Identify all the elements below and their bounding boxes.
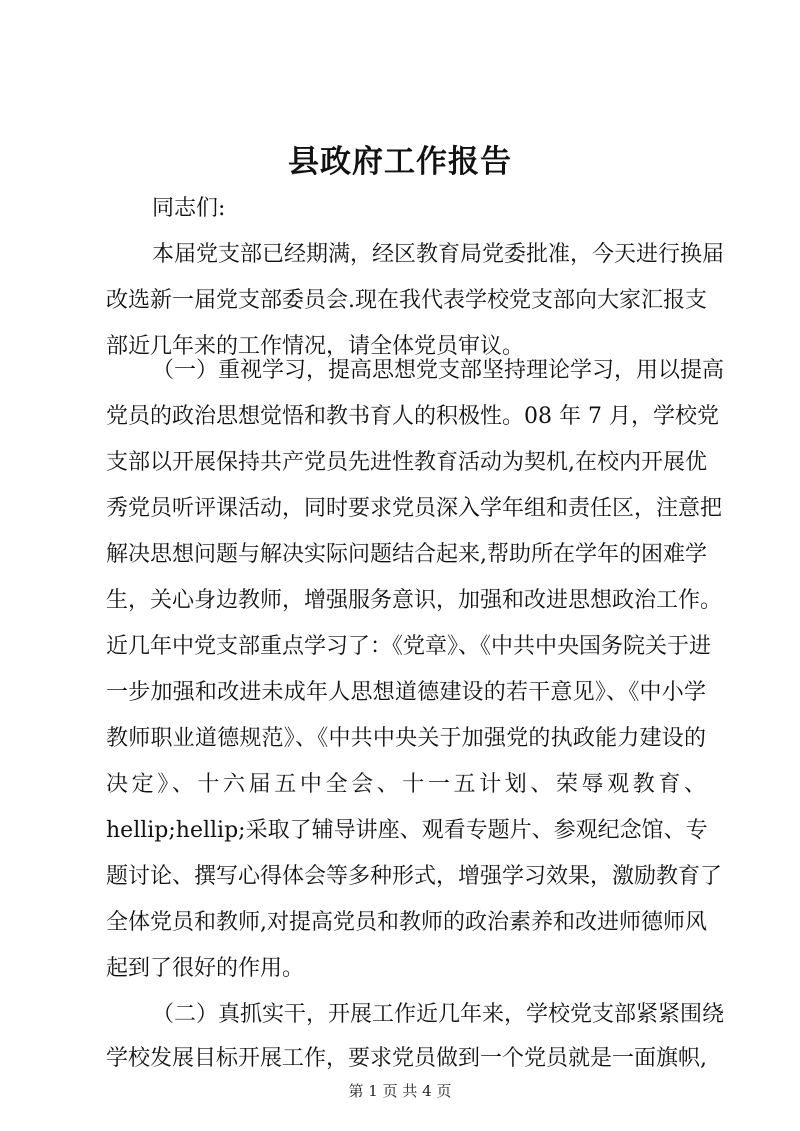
body-text-line: （二）真抓实干，开展工作近几年来，学校党支部紧紧围绕 <box>152 1002 725 1027</box>
body-text-line: 起到了很好的作用。 <box>106 956 305 981</box>
body-text-line: 支部以开展保持共产党员先进性教育活动为契机,在校内开展优 <box>106 450 707 475</box>
body-text-line: 部近几年来的工作情况，请全体党员审议。 <box>106 334 525 359</box>
body-text-line: 生，关心身边教师，增强服务意识，加强和改进思想政治工作。 <box>106 588 723 613</box>
body-text-line: 教师职业道德规范》、《中共中央关于加强党的执政能力建设的 <box>106 726 706 751</box>
body-text-line: 题讨论、撰写心得体会等多种形式，增强学习效果，激励教育了 <box>106 864 723 889</box>
body-text-line: 改选新一届党支部委员会.现在我代表学校党支部向大家汇报支 <box>106 288 707 313</box>
body-text-line: 解决思想问题与解决实际问题结合起来,帮助所在学年的困难学 <box>106 542 707 567</box>
body-text-line: （一）重视学习，提高思想党支部坚持理论学习，用以提高 <box>152 358 725 383</box>
body-text-line: 党员的政治思想觉悟和教书育人的积极性。08 年 7 月，学校党 <box>106 404 719 429</box>
body-text-line: 决定》、十六届五中全会、十一五计划、荣辱观教育、 <box>106 772 706 797</box>
body-text-line: hellip;hellip;采取了辅导讲座、观看专题片、参观纪念馆、专 <box>106 818 708 843</box>
body-text-line: 本届党支部已经期满，经区教育局党委批准，今天进行换届 <box>152 242 725 267</box>
body-text-line: 学校发展目标开展工作，要求党员做到一个党员就是一面旗帜, <box>106 1046 707 1071</box>
body-text-line: 秀党员听评课活动，同时要求党员深入学年组和责任区，注意把 <box>106 496 723 521</box>
body-text-line: 一步加强和改进未成年人思想道德建设的若干意见》、《中小学 <box>106 680 706 705</box>
document-title: 县政府工作报告 <box>288 144 512 180</box>
body-text-line: 全体党员和教师,对提高党员和教师的政治素养和改进师德师风 <box>106 910 707 935</box>
body-text-line: 近几年中党支部重点学习了：《党章》、《中共中央国务院关于进 <box>106 634 712 659</box>
salutation-line: 同志们: <box>152 196 226 221</box>
page-footer: 第 1 页 共 4 页 <box>348 1082 452 1100</box>
